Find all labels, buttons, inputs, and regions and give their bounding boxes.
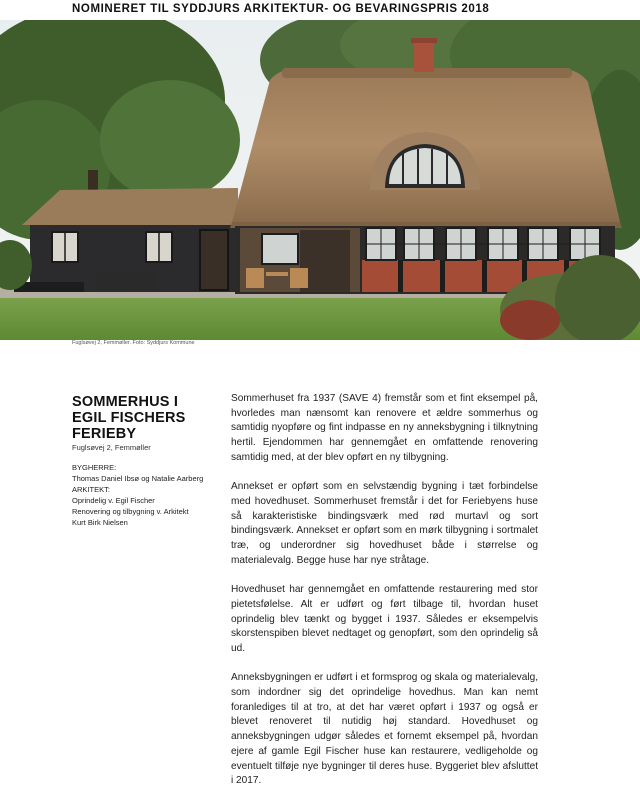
- credit-line: Thomas Daniel Ibsø og Natalie Aarberg: [72, 474, 204, 483]
- paragraph: Sommerhuset fra 1937 (SAVE 4) fremstår som et fint eksempel på, hvorledes man nænsomt kan renovere et ældre sommerhus og samtidig nyopføre og fint indpasse en ny anneksbygning i tilknytning hertil. Ejendommen har gennemgået en omfattende renovering samtidig med, at der blev opført en ny tilbygning.: [231, 393, 538, 463]
- credits: [72, 462, 203, 528]
- credit-line: Oprindelig v. Egil Fischer: [72, 496, 155, 505]
- page-header: [0, 0, 640, 20]
- title-line: SOMMERHUS I: [72, 394, 179, 410]
- credit-line: Kurt Birk Nielsen: [72, 518, 128, 527]
- title-line: EGIL FISCHERS: [72, 410, 186, 426]
- article-title: [72, 394, 212, 442]
- photo-caption: Fuglsøvej 2, Femmøller. Foto: Syddjurs Kommune: [72, 340, 195, 346]
- header-title: NOMINERET TIL SYDDJURS ARKITEKTUR- OG BEVARINGSPRIS 2018: [72, 3, 490, 15]
- article-body: [231, 392, 538, 804]
- title-line: FERIEBY: [72, 426, 137, 442]
- credit-line: BYGHERRE:: [72, 463, 117, 472]
- paragraph: Annekset er opført som en selvstændig bygning i tæt forbindelse med hovedhuset. Sommerhuset fremstår i det for Feriebyens huse så karakteristiske bindingsværk med rød murtavl og sort bindingsværk. Annekset er opført som en mørk tilbygning i sortmalet træ, og underordner sig hovedhuset både i størrelse og materialevalg. Begge huse har nye stråtage.: [231, 481, 538, 566]
- address: Fuglsøvej 2, Femmøller: [72, 443, 151, 452]
- paragraph: Hovedhuset har gennemgået en omfattende restaurering med stor pietetsfølelse. Alt er udført og ført tilbage til, hvordan huset oprindelig blev tænkt og bygget i 1937. Således er eksempelvis skorstenspiben blevet nedtaget og genopført, som den oprindelig så ud.: [231, 584, 538, 654]
- credit-line: ARKITEKT:: [72, 485, 110, 494]
- credit-line: Renovering og tilbygning v. Arkitekt: [72, 507, 189, 516]
- paragraph: Anneksbygningen er udført i et formsprog og skala og materialevalg, som indordner sig det oprindelige hovedhus. Man kan nemt foranlediges til at tro, at det har været opført i 1937 og også er blevet renoveret til nutidig høj standard. Hovedhuset og anneksbygningen udgør således et fornemt eksempel på, hvordan ejere af gamle Egil Fischer huse kan restaurere, vedligeholde og eventuelt tilføje nye bygninger til deres huse. Byggeriet blev afsluttet i 2017.: [231, 672, 538, 787]
- house-photo: [0, 20, 640, 340]
